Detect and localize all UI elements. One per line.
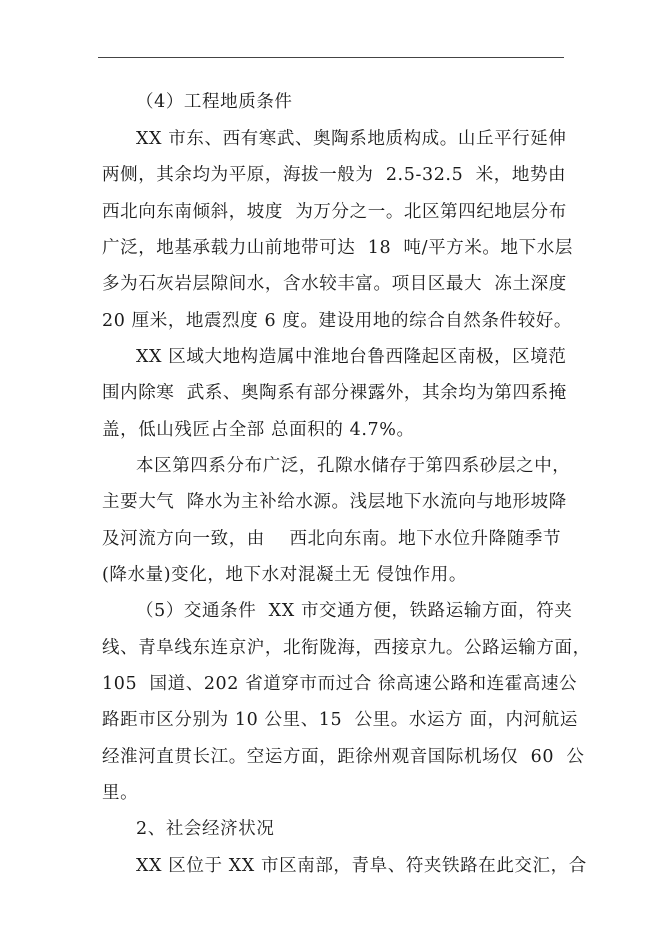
text-line: 盖，低山残匠占全部 总面积的 4.7%。 [102,420,415,440]
text-line: XX 市东、西有寒武、奥陶系地质构成。山丘平行延伸 [136,129,567,149]
text-line: (降水量)变化，地下水对混凝土无 侵蚀作用。 [102,565,467,585]
text-line: 路距市区分别为 10 公里、15 公里。水运方 面，内河航运 [102,710,578,730]
section-heading-geology: （4）工程地质条件 [136,92,293,112]
text-line: XX 区域大地构造属中淮地台鲁西隆起区南极，区境范 [136,347,567,367]
text-line: 西北向东南倾斜，坡度 为万分之一。北区第四纪地层分布 [102,202,567,222]
text-line: XX 区位于 XX 市区南部，青阜、符夹铁路在此交汇，合 [136,856,587,876]
text-line: 经淮河直贯长江。空运方面，距徐州观音国际机场仅 60 公 [102,747,585,767]
text-line: 105 国道、202 省道穿市而过合 徐高速公路和连霍高速公 [102,674,578,694]
text-line: 广泛，地基承载力山前地带可达 18 吨/平方米。地下水层 [102,238,573,258]
text-line: 里。 [102,783,139,803]
text-line: 及河流方向一致，由 西北向东南。地下水位升降随季节 [102,529,562,549]
text-line: 主要大气 降水为主补给水源。浅层地下水流向与地形坡降 [102,492,567,512]
header-rule [98,57,564,58]
section-heading-transport: （5）交通条件 XX 市交通方便，铁路运输方面，符夹 [136,601,573,621]
text-line: 围内除寒 武系、奥陶系有部分裸露外，其余均为第四系掩 [102,383,567,403]
text-line: 多为石灰岩层隙间水，含水较丰富。项目区最大 冻土深度 [102,274,567,294]
section-heading-socioeconomic: 2、社会经济状况 [136,819,275,839]
text-line: 本区第四系分布广泛，孔隙水储存于第四系砂层之中， [136,456,571,476]
text-line: 线、青阜线东连京沪，北衔陇海，西接京九。公路运输方面， [102,638,591,658]
text-line: 两侧，其余均为平原，海拔一般为 2.5-32.5 米，地势由 [102,165,567,185]
text-line: 20 厘米，地震烈度 6 度。建设用地的综合自然条件较好。 [102,311,572,331]
